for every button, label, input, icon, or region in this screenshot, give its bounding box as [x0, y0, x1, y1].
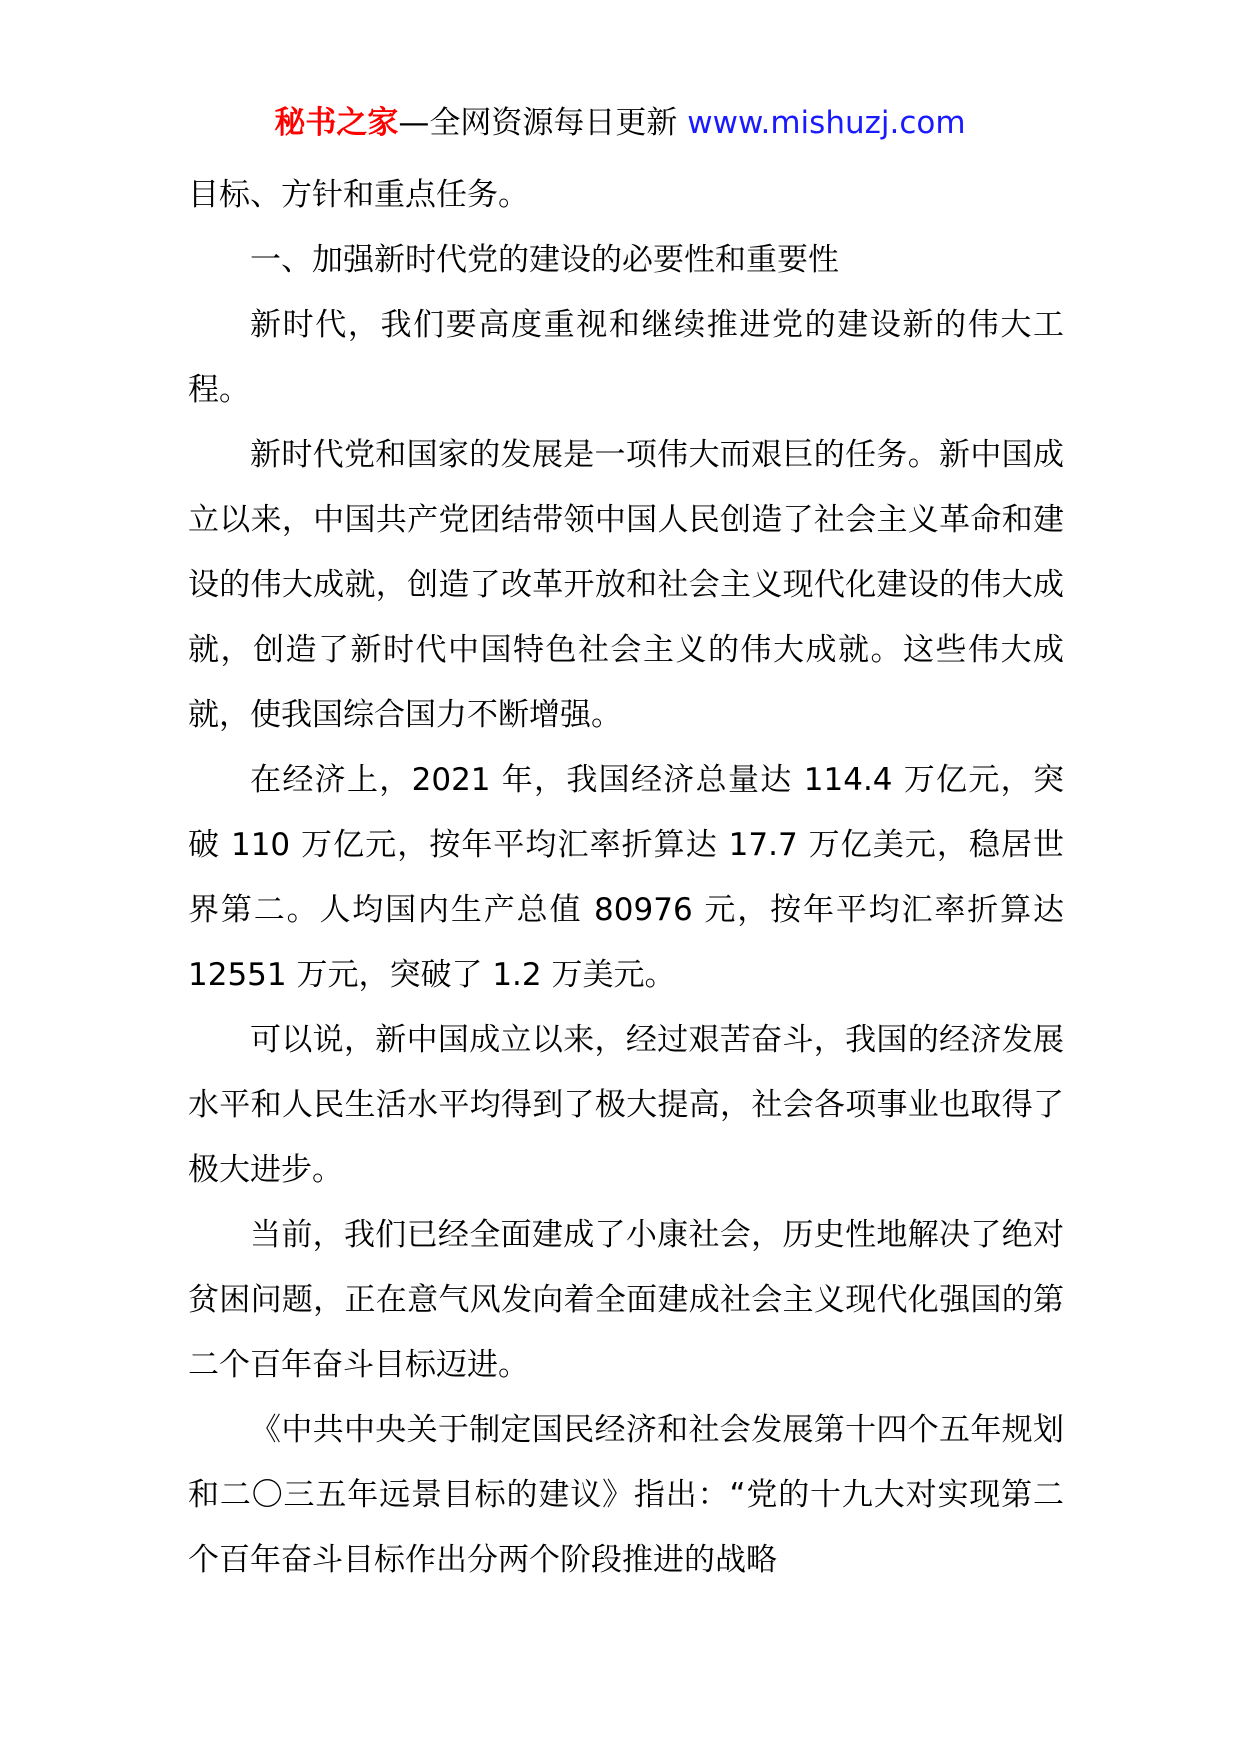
paragraph: 在经济上，2021 年，我国经济总量达 114.4 万亿元，突破 110 万亿元，按年平均汇率折算达 17.7 万亿美元，稳居世界第二。人均国内生产总值 80976 元，按年平均汇率折算达 12551 万元，突破了 1.2 万美元。 — [188, 762, 1064, 993]
paragraph-continuation: 目标、方针和重点任务。 — [188, 177, 529, 213]
paragraph: 新时代党和国家的发展是一项伟大而艰巨的任务。新中国成立以来，中国共产党团结带领中国人民创造了社会主义革命和建设的伟大成就，创造了改革开放和社会主义现代化建设的伟大成就，创造了新时代中国特色社会主义的伟大成就。这些伟大成就，使我国综合国力不断增强。 — [188, 437, 1064, 733]
section-heading: 一、加强新时代党的建设的必要性和重要性 — [250, 242, 839, 278]
site-tagline: —全网资源每日更新 — [398, 105, 678, 141]
site-header — [0, 100, 1240, 146]
paragraph: 《中共中央关于制定国民经济和社会发展第十四个五年规划和二〇三五年远景目标的建议》指出：“党的十九大对实现第二个百年奋斗目标作出分两个阶段推进的战略 — [188, 1412, 1064, 1578]
paragraph: 新时代，我们要高度重视和继续推进党的建设新的伟大工程。 — [188, 307, 1064, 408]
paragraph: 可以说，新中国成立以来，经过艰苦奋斗，我国的经济发展水平和人民生活水平均得到了极大提高，社会各项事业也取得了极大进步。 — [188, 1022, 1064, 1188]
paragraph: 当前，我们已经全面建成了小康社会，历史性地解决了绝对贫困问题，正在意气风发向着全面建成社会主义现代化强国的第二个百年奋斗目标迈进。 — [188, 1217, 1064, 1383]
document-body — [188, 163, 1064, 1593]
site-url-link[interactable]: www.mishuzj.com — [687, 105, 966, 141]
site-brand: 秘书之家 — [274, 105, 399, 141]
